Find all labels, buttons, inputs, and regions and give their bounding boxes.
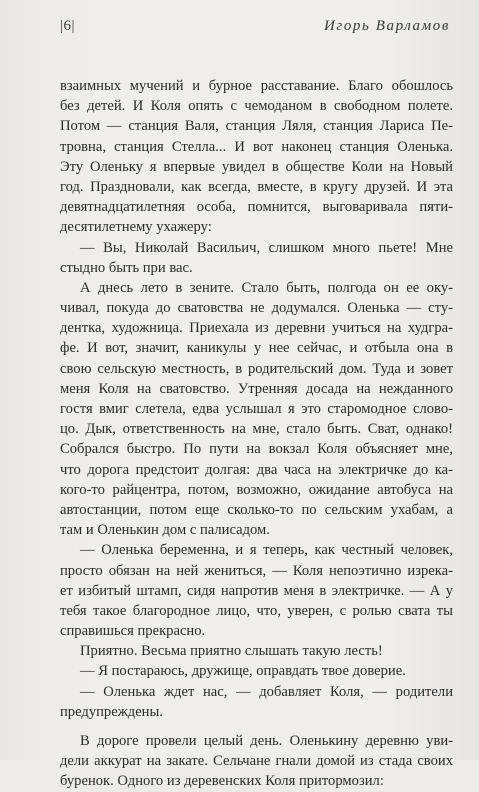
text-line: девятнадцатилетняя особа, помнится, выговаривала пяти- (60, 199, 453, 216)
paragraph (60, 731, 453, 792)
paragraph (60, 641, 453, 661)
text-line: справишься прекрасно. (60, 623, 206, 640)
text-line: предупреждены. (60, 703, 163, 720)
text-line: Эту Оленьку я впервые увидел в обществе Коли на Новый (60, 158, 453, 175)
paragraph (60, 661, 453, 681)
text-line: А днесь лето в зените. Стало быть, полгода он ее оку- (80, 279, 453, 296)
text-line: Приятно. Весьма приятно слышать такую лесть! (80, 643, 383, 660)
text-line: взаимных мучений и бурное расставание. Благо обошлось (60, 78, 453, 94)
paragraph (60, 76, 453, 238)
text-line: свою сельскую местность, в родительский дом. Туда и зовет (60, 360, 453, 377)
text-line: цо. Дык, ответственность на мне, стало быть. Сват, однако! (60, 421, 453, 438)
text-line: там и Оленькин дом с палисадом. (60, 522, 270, 539)
body-text (60, 76, 453, 792)
paragraph (60, 682, 453, 722)
paragraph (60, 278, 453, 540)
text-line: просто обязан на ней жениться, — Коля непоэтично изрека- (60, 562, 453, 579)
text-line: — Я постараюсь, дружище, оправдать твое доверие. (80, 663, 406, 680)
text-line: что дорога предстоит долгая: два часа на электричке до ка- (60, 461, 453, 478)
text-line: меня Коля на сватовство. Утренняя досада на нежданного (60, 380, 453, 397)
text-line: буренок. Одного из деревенских Коля притормозил: (60, 773, 384, 790)
text-line: чивал, покуда до сватовства не додумался. Оленька — сту- (60, 300, 453, 317)
text-line: дентка, художница. Приехала из деревни учиться на худгра- (60, 320, 453, 337)
text-line: тебя такое благородное лицо, что, уверен, с ролью свата ты (60, 602, 453, 619)
section-gap (60, 722, 453, 731)
paragraph (60, 540, 453, 641)
text-line: кого-то райцентра, потом, возможно, ожидание автобуса на (60, 481, 453, 498)
text-line: фе. И вот, значит, каникулы у нее сейчас, и отбыла она в (60, 340, 453, 357)
text-line: ет избитый штамп, сидя напротив меня в электричке. — А у (60, 582, 453, 599)
running-title: Игорь Варламов (323, 18, 450, 34)
page-header (60, 18, 450, 40)
text-line: дели аккурат на закате. Сельчане гнали домой из стада своих (60, 753, 453, 770)
text-line: год. Праздновали, как всегда, вместе, в кругу друзей. И эта (60, 178, 453, 195)
text-line: — Оленька беременна, и я теперь, как честный человек, (80, 542, 453, 559)
text-line: десятилетнему ухажеру: (60, 219, 212, 236)
text-line: без детей. И Коля опять с чемоданом в свободном полете. (60, 98, 453, 115)
text-line: стыдно быть при вас. (60, 259, 193, 276)
paragraph (60, 238, 453, 278)
page-number: |6| (60, 18, 76, 34)
text-line: Потом — станция Валя, станция Ляля, станция Лариса Пе- (60, 118, 453, 135)
text-line: гостя вмиг слетела, едва услышал я это старомодное слово- (60, 401, 453, 417)
text-line: В дороге провели целый день. Оленькину деревню уви- (80, 733, 453, 749)
text-line: тровна, станция Стелла... И вот наконец станция Оленька. (60, 138, 453, 155)
text-line: — Оленька ждет нас, — добавляет Коля, — родители (80, 683, 453, 700)
text-line: — Вы, Николай Васильич, слишком много пьете! Мне (80, 239, 453, 256)
text-line: автостанции, потом еще сколько-то по сельским ухабам, а (60, 501, 453, 518)
text-line: Собрался быстро. По пути на вокзал Коля объясняет мне, (60, 441, 453, 458)
